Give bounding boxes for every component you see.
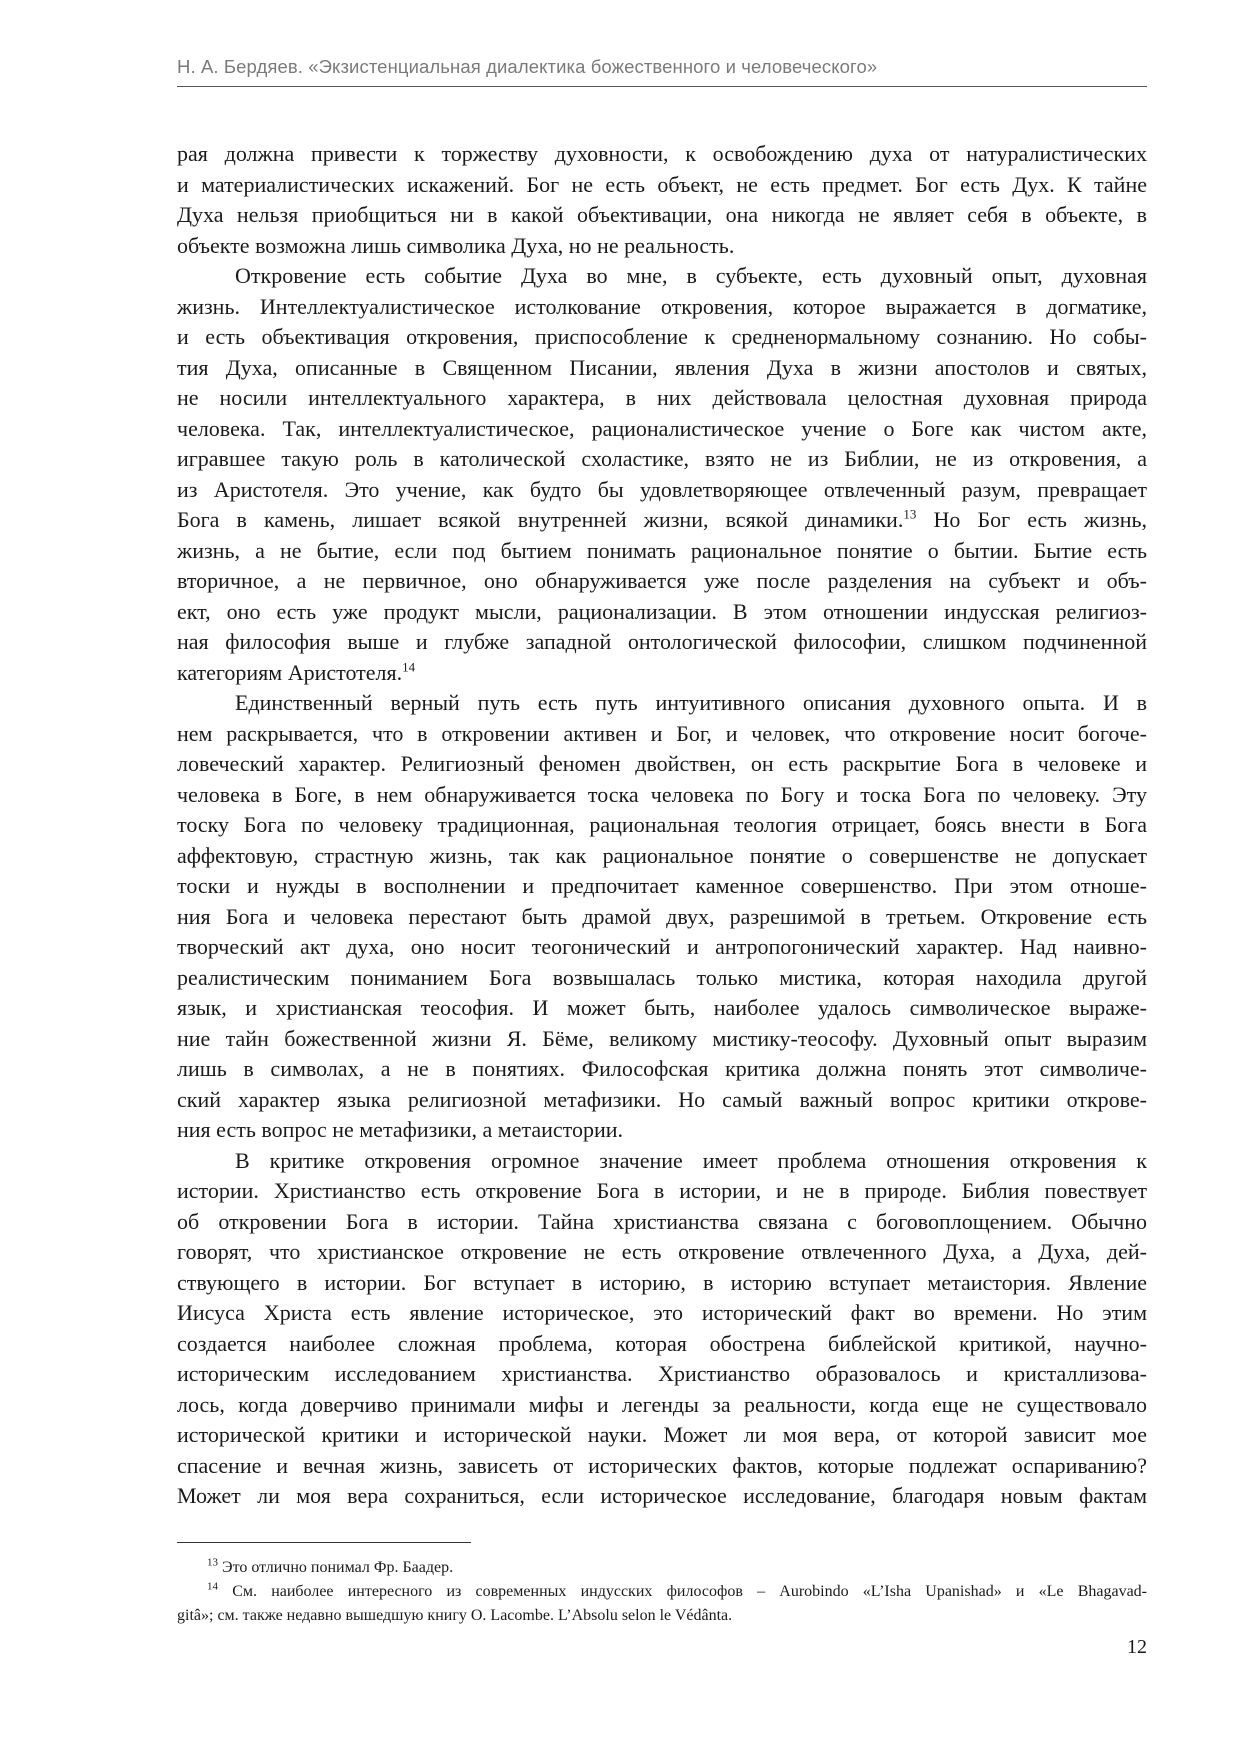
text-line: тоски и нужды в восполнении и предпочитает каменное совершенство. При этом отноше- — [177, 873, 1147, 898]
text-line-with-footnote — [177, 658, 1147, 689]
text-line: Единственный верный путь есть путь интуитивного описания духовного опыта. И в — [235, 690, 1147, 715]
text-line: рая должна привести к торжеству духовности, к освобождению духа от натуралистических — [177, 141, 1147, 166]
text-line: объекте возможна лишь символика Духа, но не реальность. — [177, 232, 735, 258]
footnote-ref-13[interactable]: 13 — [903, 506, 917, 522]
text-line: Иисуса Христа есть явление историческое, это исторический факт во времени. Но этим — [177, 1300, 1147, 1325]
text-line: ствующего в истории. Бог вступает в историю, в историю вступает метаистория. Явление — [177, 1269, 1147, 1295]
paragraph-2 — [177, 261, 1147, 688]
text-line: истории. Христианство есть откровение Бога в истории, и не в природе. Библия повествует — [177, 1178, 1147, 1203]
text-fragment: категориям Аристотеля. — [177, 659, 403, 685]
page-number: 12 — [1127, 1636, 1147, 1658]
text-line: жизнь, а не бытие, если под бытием понимать рациональное понятие о бытии. Бытие есть — [177, 537, 1147, 563]
text-line: ния есть вопрос не метафизики, а метаистории. — [177, 1117, 624, 1142]
footnote-line: gitâ»; см. также недавно вышедшую книгу O. Lacombe. L’Absolu selon le Védânta. — [177, 1607, 733, 1624]
text-line: ский характер языка религиозной метафизики. Но самый важный вопрос критики открове- — [177, 1086, 1147, 1112]
text-line: не носили интеллектуального характера, в них действовала целостная духовная природа — [177, 385, 1147, 410]
text-line: лишь в символах, а не в понятиях. Философская критика должна понять этот символиче- — [177, 1056, 1147, 1081]
paragraph-3 — [177, 688, 1147, 1146]
body-text — [177, 139, 1147, 1512]
footnote-line — [177, 1556, 1147, 1580]
text-line: и есть объективация откровения, приспособление к средненормальному сознанию. Но собы- — [177, 324, 1147, 349]
footnote-text: См. наиболее интересного из современных индусских философов – Aurobindo «L’Isha Upanishad» и «Le Bhagavad- — [232, 1583, 1148, 1600]
text-line: лось, когда доверчиво принимали мифы и легенды за реальности, когда еще не существовало — [177, 1391, 1147, 1417]
footnote-number: 14 — [207, 1580, 218, 1593]
text-line: игравшее такую роль в католической схоластике, взято не из Библии, не из откровения, а — [177, 446, 1147, 471]
footnote-ref-14[interactable]: 14 — [402, 659, 416, 675]
text-line: спасение и вечная жизнь, зависеть от исторических фактов, которые подлежат оспариванию? — [177, 1452, 1147, 1478]
text-line: человека в Боге, в нем обнаруживается тоска человека по Богу и тоска Бога по человеку. Эту — [177, 781, 1147, 807]
text-line: ние тайн божественной жизни Я. Бёме, великому мистику-теософу. Духовный опыт выразим — [177, 1025, 1147, 1051]
text-line: нем раскрывается, что в откровении активен и Бог, и человек, что откровение носит богоче- — [177, 720, 1147, 746]
running-title: Н. А. Бердяев. «Экзистенциальная диалектика божественного и человеческого» — [177, 56, 878, 77]
paragraph-1 — [177, 139, 1147, 261]
text-line: тоску Бога по человеку традиционная, рациональная теология отрицает, боясь внести в Бога — [177, 812, 1147, 837]
text-line: ния Бога и человека перестают быть драмой двух, разрешимой в третьем. Откровение есть — [177, 903, 1147, 929]
text-line: человека. Так, интеллектуалистическое, рационалистическое учение о Боге как чистом акте, — [177, 415, 1147, 441]
footnote-text: Это отлично понимал Фр. Баадер. — [222, 1559, 454, 1576]
text-line: говорят, что христианское откровение не есть откровение отвлеченного Духа, а Духа, дей- — [177, 1239, 1147, 1264]
footnote-line — [177, 1580, 1147, 1604]
text-line: историческим исследованием христианства. Христианство образовалось и кристаллизова- — [177, 1361, 1147, 1386]
text-line: творческий акт духа, оно носит теогонический и антропогонический характер. Над наивно- — [177, 934, 1147, 959]
text-line: вторичное, а не первичное, оно обнаруживается уже после разделения на субъект и объ- — [177, 568, 1147, 593]
text-line: из Аристотеля. Это учение, как будто бы удовлетворяющее отвлеченный разум, превращает — [177, 476, 1147, 502]
text-line: создается наиболее сложная проблема, которая обострена библейской критикой, научно- — [177, 1330, 1147, 1356]
text-fragment: Бога в камень, лишает всякой внутренней жизни, всякой динамики. — [177, 507, 904, 532]
footnote-13 — [177, 1556, 1147, 1580]
text-line: тия Духа, описанные в Священном Писании, явления Духа в жизни апостолов и святых, — [177, 354, 1147, 380]
text-line: В критике откровения огромное значение имеет проблема отношения откровения к — [235, 1147, 1147, 1173]
text-line: Откровение есть событие Духа во мне, в субъекте, есть духовный опыт, духовная — [235, 263, 1147, 288]
text-line: Духа нельзя приобщиться ни в какой объективации, она никогда не являет себя в объекте, в — [177, 202, 1147, 227]
header-rule — [177, 86, 1147, 87]
text-line: и материалистических искажений. Бог не есть объект, не есть предмет. Бог есть Дух. К тайне — [177, 171, 1147, 197]
text-line: ект, оно есть уже продукт мысли, рационализации. В этом отношении индусская религиоз- — [177, 598, 1147, 624]
text-line: жизнь. Интеллектуалистическое истолкование откровения, которое выражается в догматике, — [177, 293, 1147, 319]
text-line: ловеческий характер. Религиозный феномен двойствен, он есть раскрытие Бога в человеке и — [177, 751, 1147, 776]
footnote-number: 13 — [207, 1556, 218, 1569]
text-line: об откровении Бога в истории. Тайна христианства связана с боговоплощением. Обычно — [177, 1208, 1147, 1234]
footnotes — [177, 1556, 1147, 1628]
footnote-14 — [177, 1580, 1147, 1628]
text-line: ная философия выше и глубже западной онтологической философии, слишком подчиненной — [177, 629, 1147, 654]
text-line: исторической критики и исторической науки. Может ли моя вера, от которой зависит мое — [177, 1422, 1147, 1447]
text-fragment: Но Бог есть жизнь, — [916, 507, 1147, 532]
text-line-with-footnote — [177, 505, 1147, 536]
text-line: Может ли моя вера сохраниться, если историческое исследование, благодаря новым фактам — [177, 1483, 1147, 1508]
text-line: язык, и христианская теософия. И может быть, наиболее удалось символическое выраже- — [177, 995, 1147, 1020]
text-line: аффектовую, страстную жизнь, так как рациональное понятие о совершенстве не допускает — [177, 842, 1147, 868]
footnote-separator — [177, 1542, 471, 1543]
paragraph-4 — [177, 1146, 1147, 1512]
text-line: реалистическим пониманием Бога возвышалась только мистика, которая находила другой — [177, 964, 1147, 990]
